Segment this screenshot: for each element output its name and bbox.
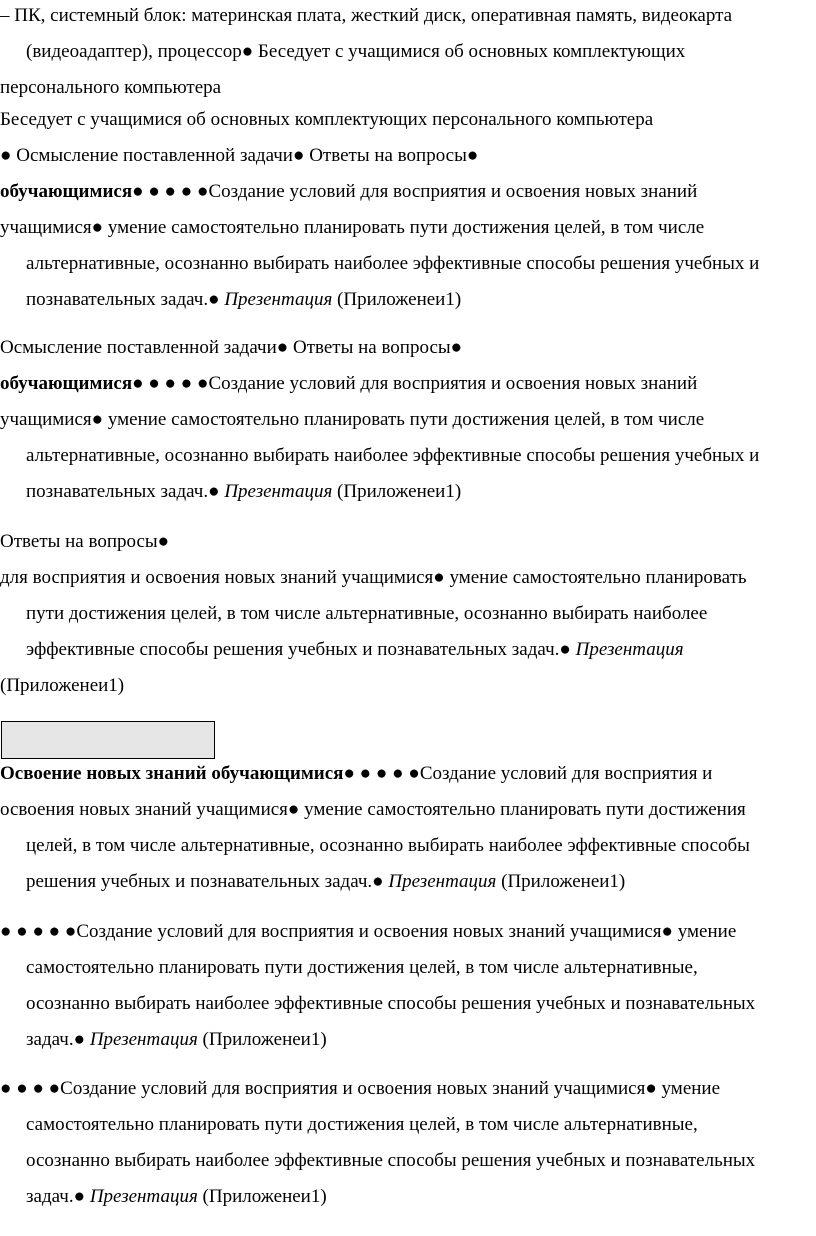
text-line: пути достижения целей, в том числе альтернативные, осознанно выбирать наиболее	[26, 603, 708, 624]
text-line: ● Осмысление поставленной задачи● Ответы на вопросы●	[0, 145, 479, 166]
text-line	[0, 756, 816, 792]
text-line	[0, 864, 816, 900]
text-line	[0, 474, 816, 510]
text-span: (Приложенеи1)	[332, 289, 462, 310]
presentation-link-text: Презентация	[575, 639, 684, 660]
text-line: (Приложенеи1)	[0, 675, 125, 696]
text-span: познавательных задач.●	[26, 289, 225, 310]
text-span: (Приложенеи1)	[496, 871, 626, 892]
presentation-link-text: Презентация	[224, 481, 333, 502]
text-span: (Приложенеи1)	[197, 1186, 327, 1207]
text-line: осознанно выбирать наиболее эффективные способы решения учебных и познавательных	[26, 993, 756, 1014]
paragraph-conditions-2	[0, 1071, 816, 1215]
text-line	[0, 282, 816, 318]
text-line: целей, в том числе альтернативные, осознанно выбирать наиболее эффективные способы	[26, 835, 750, 856]
text-line	[0, 1022, 816, 1058]
text-line: – ПК, системный блок: материнская плата, жесткий диск, оперативная память, видеокарта	[0, 5, 733, 26]
text-line	[0, 632, 816, 668]
text-line: осознанно выбирать наиболее эффективные способы решения учебных и познавательных	[26, 1150, 756, 1171]
text-span: решения учебных и познавательных задач.●	[26, 871, 389, 892]
text-line: учащимися● умение самостоятельно планировать пути достижения целей, в том числе	[0, 409, 705, 430]
text-line: освоения новых знаний учащимися● умение самостоятельно планировать пути достижения	[0, 799, 746, 820]
text-line: самостоятельно планировать пути достижения целей, в том числе альтернативные,	[26, 1114, 698, 1135]
text-line	[0, 1179, 816, 1215]
text-span: познавательных задач.●	[26, 481, 225, 502]
text-line: (видеоадаптер), процессор● Беседует с учащимися об основных комплектующих	[26, 41, 686, 62]
bold-text: Освоение новых знаний обучающимися	[0, 763, 344, 784]
text-span: задач.●	[26, 1186, 90, 1207]
text-line: Ответы на вопросы●	[0, 531, 170, 552]
paragraph-answers	[0, 524, 816, 704]
text-span: эффективные способы решения учебных и познавательных задач.●	[26, 639, 576, 660]
text-span: ● ● ● ● ●Создание условий для восприятия и	[343, 763, 713, 784]
paragraph-new-knowledge	[0, 756, 816, 900]
bold-text: обучающимися	[0, 181, 133, 202]
text-line: учащимися● умение самостоятельно планировать пути достижения целей, в том числе	[0, 217, 705, 238]
empty-gray-box	[1, 721, 215, 759]
text-line: Осмысление поставленной задачи● Ответы на вопросы●	[0, 337, 463, 358]
text-line: ● ● ● ●Создание условий для восприятия и освоения новых знаний учащимися● умение	[0, 1078, 721, 1099]
text-line: самостоятельно планировать пути достижения целей, в том числе альтернативные,	[26, 957, 698, 978]
text-line: персонального компьютера	[0, 77, 222, 98]
text-line: Беседует с учащимися об основных комплектующих персонального компьютера	[0, 109, 654, 130]
bold-text: обучающимися	[0, 373, 133, 394]
text-span: (Приложенеи1)	[197, 1029, 327, 1050]
text-span: ● ● ● ● ●Создание условий для восприятия и освоения новых знаний	[132, 373, 698, 394]
paragraph-hardware	[0, 0, 816, 106]
text-line: альтернативные, осознанно выбирать наиболее эффективные способы решения учебных и	[26, 253, 760, 274]
paragraph-conditions-1	[0, 914, 816, 1058]
text-line	[0, 366, 816, 402]
text-line: альтернативные, осознанно выбирать наиболее эффективные способы решения учебных и	[26, 445, 760, 466]
presentation-link-text: Презентация	[388, 871, 497, 892]
text-span: ● ● ● ● ●Создание условий для восприятия и освоения новых знаний	[132, 181, 698, 202]
presentation-link-text: Презентация	[89, 1186, 198, 1207]
presentation-link-text: Презентация	[224, 289, 333, 310]
text-span: (Приложенеи1)	[332, 481, 462, 502]
text-line	[0, 174, 816, 210]
paragraph-discussion	[0, 102, 816, 318]
paragraph-task-understanding	[0, 330, 816, 510]
text-line: для восприятия и освоения новых знаний учащимися● умение самостоятельно планировать	[0, 567, 747, 588]
text-line: ● ● ● ● ●Создание условий для восприятия и освоения новых знаний учащимися● умение	[0, 921, 737, 942]
presentation-link-text: Презентация	[89, 1029, 198, 1050]
text-span: задач.●	[26, 1029, 90, 1050]
